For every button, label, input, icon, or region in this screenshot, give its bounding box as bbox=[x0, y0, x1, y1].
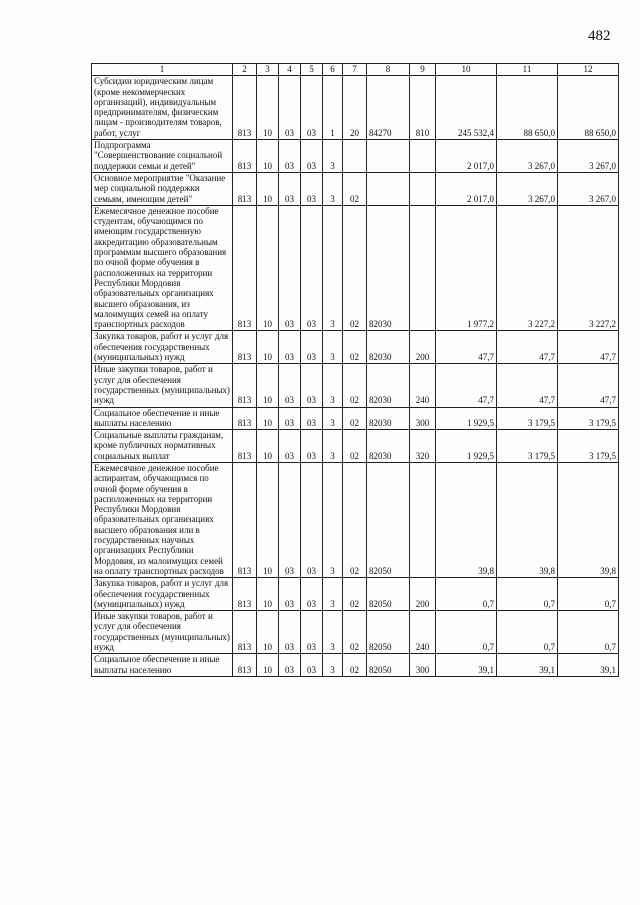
direction-cell bbox=[367, 140, 410, 173]
section-cell: 10 bbox=[257, 331, 279, 364]
section-cell: 10 bbox=[257, 578, 279, 611]
section-cell: 10 bbox=[257, 205, 279, 331]
item-name-cell: Подпрограмма "Совершенствование социальной поддержки семьи и детей" bbox=[92, 140, 233, 173]
item-name-cell: Основное мероприятие "Оказание мер социальной поддержки семьям, имеющим детей" bbox=[92, 172, 233, 205]
amount-cell: 0,7 bbox=[497, 578, 558, 611]
page-number: 482 bbox=[588, 28, 611, 44]
amount-cell: 245 532,4 bbox=[436, 76, 497, 140]
amount-cell: 0,7 bbox=[497, 611, 558, 654]
code-cell: 813 bbox=[233, 331, 257, 364]
event-cell: 02 bbox=[343, 611, 367, 654]
expense-type-cell: 200 bbox=[410, 331, 436, 364]
expense-type-cell: 320 bbox=[410, 430, 436, 463]
amount-cell: 2 017,0 bbox=[436, 172, 497, 205]
amount-cell: 3 179,5 bbox=[497, 430, 558, 463]
table-row bbox=[92, 172, 619, 205]
column-header: 5 bbox=[301, 64, 323, 76]
subprogram-cell: 3 bbox=[323, 654, 343, 677]
program-cell: 03 bbox=[301, 462, 323, 577]
amount-cell: 3 179,5 bbox=[558, 407, 619, 430]
subsection-cell: 03 bbox=[279, 172, 301, 205]
section-cell: 10 bbox=[257, 407, 279, 430]
subsection-cell: 03 bbox=[279, 462, 301, 577]
direction-cell: 82030 bbox=[367, 430, 410, 463]
amount-cell: 39,8 bbox=[497, 462, 558, 577]
program-cell: 03 bbox=[301, 578, 323, 611]
amount-cell: 3 267,0 bbox=[497, 140, 558, 173]
item-name-cell: Ежемесячное денежное пособие аспирантам, обучающимся по очной форме обучения в расположенных на территории Республики Мордовия образовательных организациях высшего образования или в государственных научных организациях Республики Мордовия, из малоимущих семей на оплату транспортных расходов bbox=[92, 462, 233, 577]
amount-cell: 47,7 bbox=[558, 364, 619, 407]
amount-cell: 3 267,0 bbox=[497, 172, 558, 205]
subprogram-cell: 3 bbox=[323, 140, 343, 173]
table-row bbox=[92, 140, 619, 173]
amount-cell: 39,8 bbox=[558, 462, 619, 577]
amount-cell: 3 267,0 bbox=[558, 140, 619, 173]
expense-type-cell: 240 bbox=[410, 364, 436, 407]
amount-cell: 39,8 bbox=[436, 462, 497, 577]
column-header: 8 bbox=[367, 64, 410, 76]
program-cell: 03 bbox=[301, 205, 323, 331]
expense-type-cell: 240 bbox=[410, 611, 436, 654]
section-cell: 10 bbox=[257, 76, 279, 140]
table-body bbox=[92, 76, 619, 677]
table-row bbox=[92, 654, 619, 677]
amount-cell: 39,1 bbox=[558, 654, 619, 677]
direction-cell: 82050 bbox=[367, 462, 410, 577]
subsection-cell: 03 bbox=[279, 205, 301, 331]
code-cell: 813 bbox=[233, 611, 257, 654]
subprogram-cell: 3 bbox=[323, 331, 343, 364]
amount-cell: 0,7 bbox=[558, 611, 619, 654]
amount-cell: 1 929,5 bbox=[436, 430, 497, 463]
subsection-cell: 03 bbox=[279, 611, 301, 654]
item-name-cell: Субсидии юридическим лицам (кроме некоммерческих организаций), индивидуальным предпринимателям, физическим лицам - производителям товаров, работ, услуг bbox=[92, 76, 233, 140]
code-cell: 813 bbox=[233, 578, 257, 611]
program-cell: 03 bbox=[301, 430, 323, 463]
direction-cell: 82030 bbox=[367, 205, 410, 331]
section-cell: 10 bbox=[257, 611, 279, 654]
program-cell: 03 bbox=[301, 611, 323, 654]
amount-cell: 1 929,5 bbox=[436, 407, 497, 430]
item-name-cell: Закупка товаров, работ и услуг для обеспечения государственных (муниципальных) нужд bbox=[92, 578, 233, 611]
subprogram-cell: 3 bbox=[323, 430, 343, 463]
table-row bbox=[92, 462, 619, 577]
section-cell: 10 bbox=[257, 654, 279, 677]
amount-cell: 47,7 bbox=[558, 331, 619, 364]
item-name-cell: Иные закупки товаров, работ и услуг для обеспечения государственных (муниципальных) нужд bbox=[92, 611, 233, 654]
expense-type-cell: 300 bbox=[410, 407, 436, 430]
subprogram-cell: 3 bbox=[323, 578, 343, 611]
amount-cell: 3 227,2 bbox=[497, 205, 558, 331]
amount-cell: 39,1 bbox=[497, 654, 558, 677]
event-cell: 02 bbox=[343, 462, 367, 577]
code-cell: 813 bbox=[233, 430, 257, 463]
item-name-cell: Ежемесячное денежное пособие студентам, обучающимся по имеющим государственную аккредитацию образовательным программам высшего образования по очной форме обучения в расположенных на территории Республики Мордовия образовательных организациях высшего образования, из малоимущих семей на оплату транспортных расходов bbox=[92, 205, 233, 331]
direction-cell: 82050 bbox=[367, 611, 410, 654]
subprogram-cell: 3 bbox=[323, 205, 343, 331]
column-header: 6 bbox=[323, 64, 343, 76]
event-cell: 02 bbox=[343, 654, 367, 677]
code-cell: 813 bbox=[233, 462, 257, 577]
code-cell: 813 bbox=[233, 407, 257, 430]
program-cell: 03 bbox=[301, 76, 323, 140]
subprogram-cell: 3 bbox=[323, 364, 343, 407]
program-cell: 03 bbox=[301, 364, 323, 407]
amount-cell: 0,7 bbox=[436, 611, 497, 654]
subprogram-cell: 1 bbox=[323, 76, 343, 140]
subprogram-cell: 3 bbox=[323, 407, 343, 430]
expense-type-cell: 810 bbox=[410, 76, 436, 140]
section-cell: 10 bbox=[257, 172, 279, 205]
direction-cell bbox=[367, 172, 410, 205]
table-row bbox=[92, 331, 619, 364]
code-cell: 813 bbox=[233, 76, 257, 140]
table-row bbox=[92, 364, 619, 407]
section-cell: 10 bbox=[257, 140, 279, 173]
amount-cell: 3 227,2 bbox=[558, 205, 619, 331]
code-cell: 813 bbox=[233, 654, 257, 677]
table-row bbox=[92, 76, 619, 140]
event-cell bbox=[343, 140, 367, 173]
amount-cell: 3 179,5 bbox=[558, 430, 619, 463]
column-header: 3 bbox=[257, 64, 279, 76]
program-cell: 03 bbox=[301, 172, 323, 205]
amount-cell: 47,7 bbox=[436, 331, 497, 364]
code-cell: 813 bbox=[233, 172, 257, 205]
column-header: 10 bbox=[436, 64, 497, 76]
table-row bbox=[92, 407, 619, 430]
item-name-cell: Социальное обеспечение и иные выплаты населению bbox=[92, 407, 233, 430]
item-name-cell: Иные закупки товаров, работ и услуг для обеспечения государственных (муниципальных) нужд bbox=[92, 364, 233, 407]
amount-cell: 39,1 bbox=[436, 654, 497, 677]
subsection-cell: 03 bbox=[279, 578, 301, 611]
column-header: 2 bbox=[233, 64, 257, 76]
program-cell: 03 bbox=[301, 140, 323, 173]
expense-type-cell bbox=[410, 462, 436, 577]
amount-cell: 0,7 bbox=[436, 578, 497, 611]
column-header: 11 bbox=[497, 64, 558, 76]
expense-type-cell: 300 bbox=[410, 654, 436, 677]
subsection-cell: 03 bbox=[279, 654, 301, 677]
event-cell: 02 bbox=[343, 430, 367, 463]
event-cell: 02 bbox=[343, 205, 367, 331]
event-cell: 20 bbox=[343, 76, 367, 140]
amount-cell: 3 267,0 bbox=[558, 172, 619, 205]
item-name-cell: Социальные выплаты гражданам, кроме публичных нормативных социальных выплат bbox=[92, 430, 233, 463]
budget-table bbox=[91, 63, 619, 677]
direction-cell: 84270 bbox=[367, 76, 410, 140]
amount-cell: 1 977,2 bbox=[436, 205, 497, 331]
subsection-cell: 03 bbox=[279, 430, 301, 463]
column-header: 1 bbox=[92, 64, 233, 76]
subsection-cell: 03 bbox=[279, 140, 301, 173]
event-cell: 02 bbox=[343, 407, 367, 430]
table-header-row bbox=[92, 64, 619, 76]
subsection-cell: 03 bbox=[279, 331, 301, 364]
section-cell: 10 bbox=[257, 364, 279, 407]
expense-type-cell bbox=[410, 205, 436, 331]
item-name-cell: Закупка товаров, работ и услуг для обеспечения государственных (муниципальных) нужд bbox=[92, 331, 233, 364]
event-cell: 02 bbox=[343, 172, 367, 205]
code-cell: 813 bbox=[233, 205, 257, 331]
direction-cell: 82030 bbox=[367, 407, 410, 430]
subsection-cell: 03 bbox=[279, 407, 301, 430]
code-cell: 813 bbox=[233, 364, 257, 407]
expense-type-cell bbox=[410, 172, 436, 205]
direction-cell: 82050 bbox=[367, 578, 410, 611]
direction-cell: 82050 bbox=[367, 654, 410, 677]
column-header: 7 bbox=[343, 64, 367, 76]
amount-cell: 47,7 bbox=[497, 364, 558, 407]
direction-cell: 82030 bbox=[367, 364, 410, 407]
subprogram-cell: 3 bbox=[323, 611, 343, 654]
amount-cell: 47,7 bbox=[436, 364, 497, 407]
table-row bbox=[92, 205, 619, 331]
direction-cell: 82030 bbox=[367, 331, 410, 364]
column-header: 9 bbox=[410, 64, 436, 76]
table-row bbox=[92, 578, 619, 611]
program-cell: 03 bbox=[301, 331, 323, 364]
expense-type-cell: 200 bbox=[410, 578, 436, 611]
amount-cell: 2 017,0 bbox=[436, 140, 497, 173]
code-cell: 813 bbox=[233, 140, 257, 173]
amount-cell: 88 650,0 bbox=[558, 76, 619, 140]
amount-cell: 88 650,0 bbox=[497, 76, 558, 140]
section-cell: 10 bbox=[257, 430, 279, 463]
event-cell: 02 bbox=[343, 364, 367, 407]
subsection-cell: 03 bbox=[279, 76, 301, 140]
amount-cell: 0,7 bbox=[558, 578, 619, 611]
program-cell: 03 bbox=[301, 654, 323, 677]
column-header: 4 bbox=[279, 64, 301, 76]
subsection-cell: 03 bbox=[279, 364, 301, 407]
section-cell: 10 bbox=[257, 462, 279, 577]
item-name-cell: Социальное обеспечение и иные выплаты населению bbox=[92, 654, 233, 677]
column-header: 12 bbox=[558, 64, 619, 76]
subprogram-cell: 3 bbox=[323, 462, 343, 577]
amount-cell: 3 179,5 bbox=[497, 407, 558, 430]
event-cell: 02 bbox=[343, 331, 367, 364]
expense-type-cell bbox=[410, 140, 436, 173]
table-row bbox=[92, 430, 619, 463]
subprogram-cell: 3 bbox=[323, 172, 343, 205]
amount-cell: 47,7 bbox=[497, 331, 558, 364]
program-cell: 03 bbox=[301, 407, 323, 430]
table-row bbox=[92, 611, 619, 654]
event-cell: 02 bbox=[343, 578, 367, 611]
